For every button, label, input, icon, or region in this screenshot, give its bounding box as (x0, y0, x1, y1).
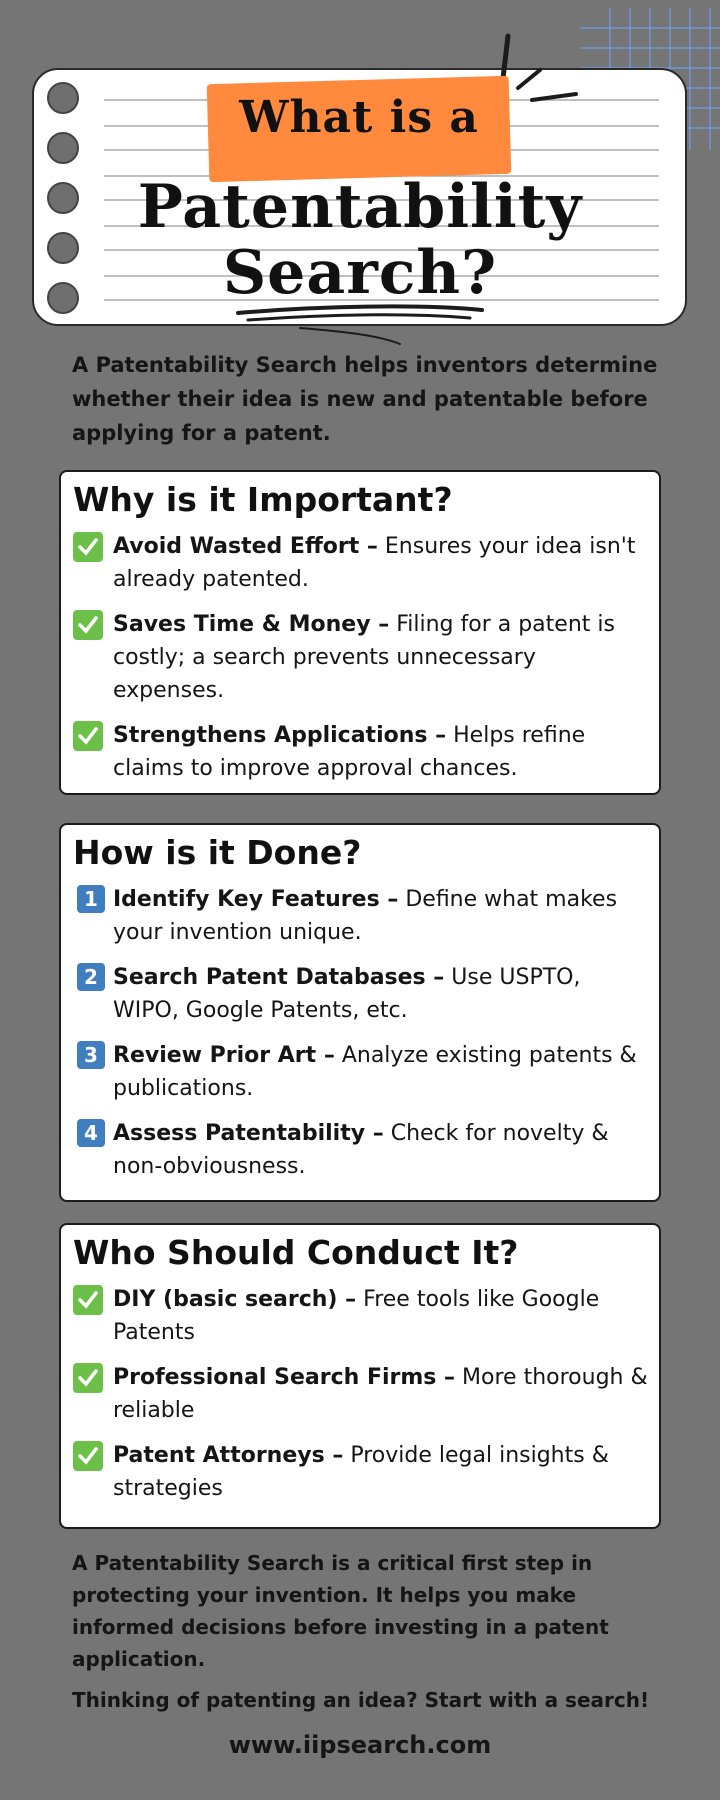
list-item-text: Professional Search Firms – More thorough & reliable (113, 1365, 648, 1423)
binder-hole (47, 82, 79, 114)
number-badge-icon: 3 (77, 1041, 105, 1069)
who-conduct-card (59, 1223, 661, 1529)
call-to-action: Thinking of patenting an idea? Start with a search! (72, 1688, 650, 1712)
list-item-text: Patent Attorneys – Provide legal insights & strategies (113, 1443, 609, 1501)
check-mark-icon (73, 1363, 103, 1393)
list-item-text: Identify Key Features – Define what makes your invention unique. (113, 887, 618, 945)
outro-paragraph: A Patentability Search is a critical first step in protecting your invention. It helps you make informed decisions before investing in a patent application. (72, 1551, 609, 1671)
card-title: Who Should Conduct It? (73, 1233, 519, 1272)
title-line-1: Patentability (137, 172, 583, 242)
title-tag-text: What is a (239, 92, 479, 143)
intro-paragraph: A Patentability Search helps inventors determine whether their idea is new and patentable before applying for a patent. (72, 353, 658, 445)
list-item-text: Search Patent Databases – Use USPTO, WIPO, Google Patents, etc. (113, 965, 581, 1023)
check-mark-icon (73, 1441, 103, 1471)
list-item-text: Review Prior Art – Analyze existing patents & publications. (113, 1043, 637, 1101)
how-done-card (59, 823, 661, 1202)
why-important-card (59, 470, 661, 795)
number-badge-icon: 2 (77, 963, 105, 991)
check-mark-icon (73, 721, 103, 751)
check-mark-icon (73, 1285, 103, 1315)
binder-hole (47, 132, 79, 164)
number-badge-icon: 4 (77, 1119, 105, 1147)
check-mark-icon (73, 532, 103, 562)
list-item-text: Strengthens Applications – Helps refine claims to improve approval chances. (113, 723, 586, 781)
number-badge-icon: 1 (77, 885, 105, 913)
list-item-text: DIY (basic search) – Free tools like Google Patents (113, 1287, 600, 1345)
website-link[interactable]: www.iipsearch.com (228, 1731, 492, 1759)
list-item-text: Saves Time & Money – Filing for a patent is costly; a search prevents unnecessary expenses. (113, 612, 615, 703)
card-title: How is it Done? (73, 833, 362, 872)
title-line-2: Search? (222, 238, 498, 308)
list-item-text: Avoid Wasted Effort – Ensures your idea isn't already patented. (113, 534, 636, 592)
check-mark-icon (73, 610, 103, 640)
card-title: Why is it Important? (73, 480, 453, 519)
list-item-text: Assess Patentability – Check for novelty & non-obviousness. (113, 1121, 609, 1179)
